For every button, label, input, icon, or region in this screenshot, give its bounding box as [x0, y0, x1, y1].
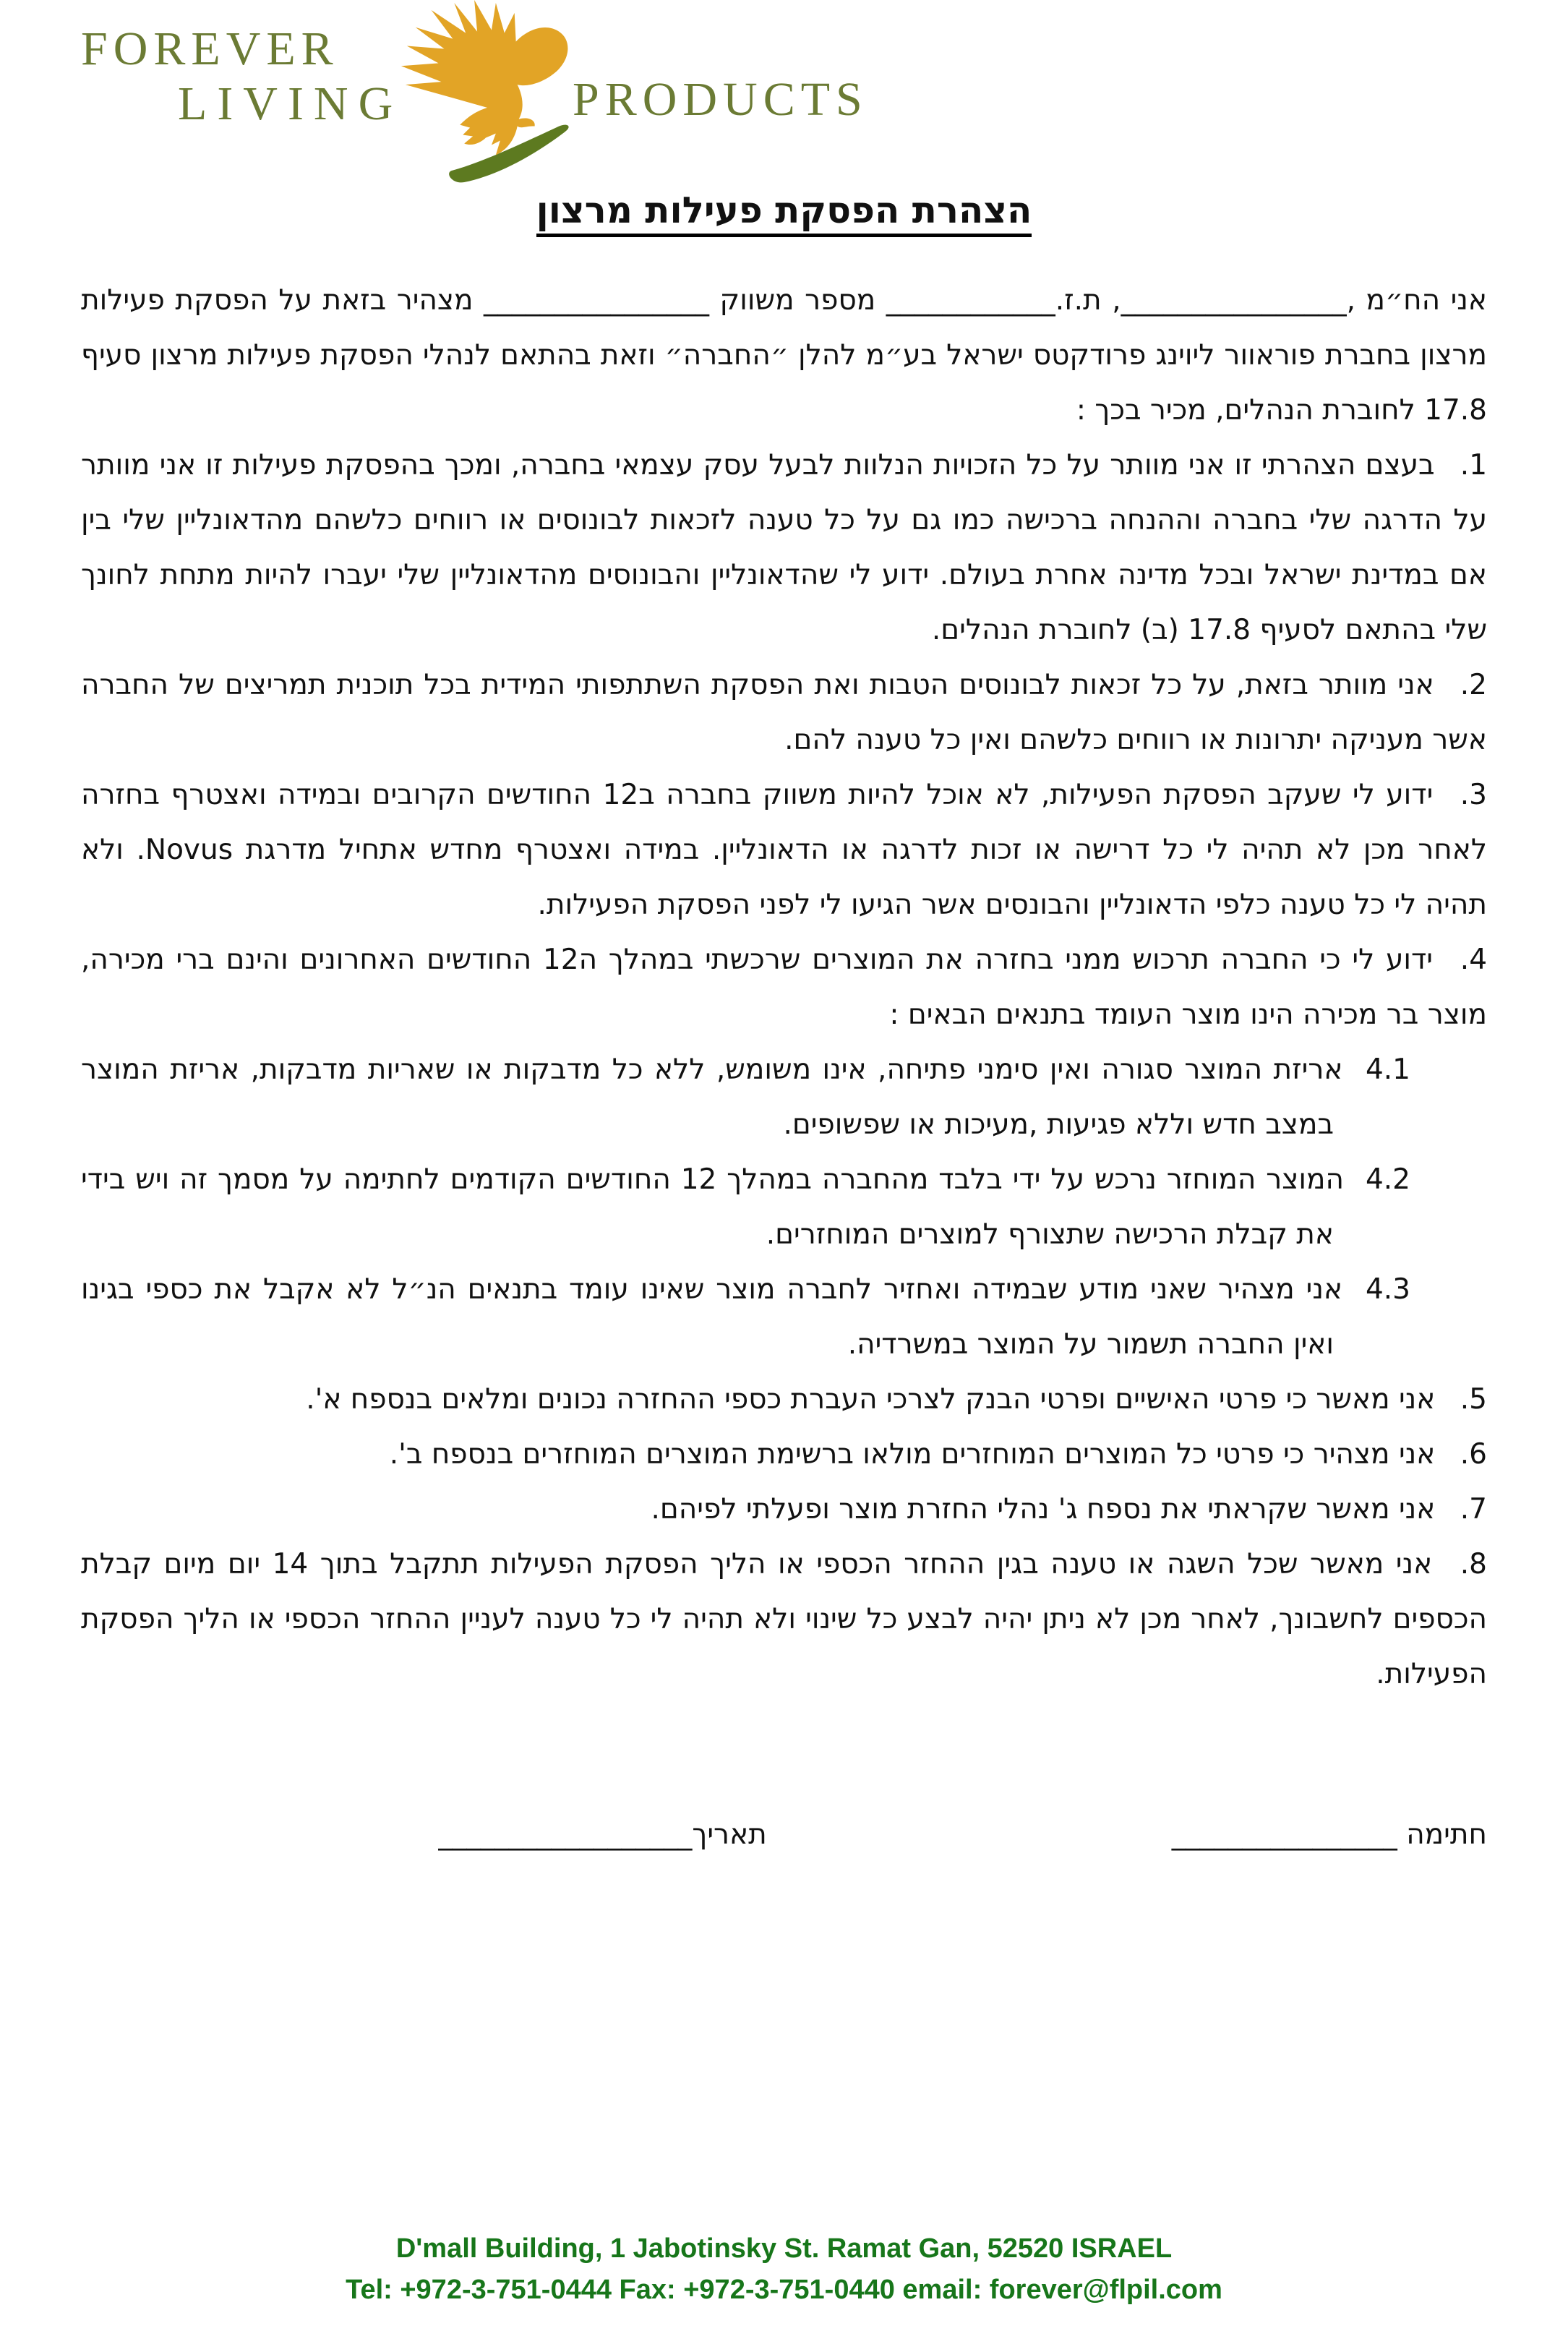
footer-contact: Tel: +972-3-751-0444 Fax: +972-3-751-0440 email: forever@flpil.com: [346, 2275, 1222, 2305]
logo-text-living: LIVING: [178, 77, 403, 130]
document-title: הצהרת הפסקת פעילות מרצון: [536, 189, 1032, 237]
date-blank-line[interactable]: __________________: [438, 1818, 693, 1851]
list-item-7: [81, 1482, 1487, 1537]
list-item-2: [81, 658, 1487, 768]
item-number: 1.: [1460, 449, 1488, 482]
title-row: [0, 189, 1568, 237]
list-item-3: [81, 768, 1487, 933]
signature-row: [81, 1808, 1487, 1862]
signature-blank-line[interactable]: ________________: [1171, 1818, 1397, 1851]
sub-item-text: אני מצהיר שאני מודע שבמידה ואחזיר לחברה מוצר שאינו עומד בתנאים הנ״ל לא אקבל את כספי בגינו ואין החברה תשמור על המוצר במשרדיה.: [81, 1273, 1343, 1361]
sub-item-number: 4.1: [1365, 1053, 1410, 1086]
intro-paragraph: אני הח״מ ,________________, ת.ז.____________ מספר משווק ________________ מצהיר בזאת על הפסקת פעילות מרצון בחברת פוראוור ליוינג פרודקטס ישראל בע״מ להלן ״החברה״ וזאת בהתאם לנהלי הפסקת פעילות מרצון סעיף 17.8 לחוברת הנהלים, מכיר בכך :: [81, 284, 1487, 427]
item-number: 8.: [1460, 1548, 1487, 1581]
item-number: 6.: [1460, 1438, 1487, 1471]
item-number: 4.: [1460, 944, 1488, 976]
item-text: בעצם הצהרתי זו אני מוותר על כל הזכויות הנלוות לבעל עסק עצמאי בחברה, ומכך בהפסקת פעילות זו אני מוותר על הדרגה שלי בחברה וההנחה ברכישה כמו גם על כל טענה לזכאות לבונוסים או רווחים כלשהם מהדאונליין שלי בין אם במדינת ישראל ובכל מדינה אחרת בעולם. ידוע לי שהדאונליין והבונוסים מהדאונליין שלי יעברו להיות מתחת לחונך שלי בהתאם לסעיף 17.8 (ב) לחוברת הנהלים.: [81, 449, 1487, 646]
item-text: אני מצהיר כי פרטי כל המוצרים המוחזרים מולאו ברשימת המוצרים המוחזרים בנספח ב'.: [389, 1438, 1436, 1471]
list-item-6: [81, 1427, 1487, 1482]
item-number: 3.: [1460, 779, 1487, 811]
item-text: ידוע לי שעקב הפסקת הפעילות, לא אוכל להיות משווק בחברה ב12 החודשים הקרובים ובמידה ואצטרף בחזרה לאחר מכן לא תהיה לי כל דרישה או זכות לדרגה או הדאונליין. במידה ואצטרף מחדש אתחיל מדרגת Novus. ולא תהיה לי כל טענה כלפי הדאונליין והבונסים אשר הגיעו לי לפני הפסקת הפעילות.: [81, 779, 1488, 921]
item-number: 2.: [1460, 669, 1487, 701]
footer-address: D'mall Building, 1 Jabotinsky St. Ramat Gan, 52520 ISRAEL: [395, 2233, 1173, 2264]
date-label: תאריך: [692, 1818, 767, 1851]
company-footer: [0, 2228, 1568, 2311]
sub-item-text: אריזת המוצר סגורה ואין סימני פתיחה, אינו משומש, ללא כל מדבקות או שאריות מדבקות, אריזת המוצר במצב חדש וללא פגיעות ,מעיכות או שפשופים.: [81, 1053, 1343, 1141]
item-text: אני מאשר שקראתי את נספח ג' נהלי החזרת מוצר ופעלתי לפיהם.: [651, 1493, 1436, 1526]
item-text: ידוע לי כי החברה תרכוש ממני בחזרה את המוצרים שרכשתי במהלך ה12 החודשים האחרונים והינם ברי מכירה, מוצר בר מכירה הינו מוצר העומד בתנאים הבאים :: [81, 944, 1487, 1031]
item-number: 5.: [1460, 1383, 1487, 1416]
item-text: אני מאשר שכל השגה או טענה בגין ההחזר הכספי או הליך הפסקת הפעילות תתקבל בתוך 14 יום מיום קבלת הכספים לחשבונך, לאחר מכן לא ניתן יהיה לבצע כל שינוי ולא תהיה לי כל טענה לעניין ההחזר הכספי או הליך הפסקת הפעילות.: [81, 1548, 1487, 1690]
sub-item-number: 4.2: [1365, 1163, 1410, 1196]
list-item-8: [81, 1537, 1487, 1702]
sub-item-4-3: [81, 1262, 1487, 1372]
sub-item-4-2: [81, 1152, 1487, 1262]
signature-label: חתימה: [1406, 1818, 1487, 1851]
eagle-logo-icon: [394, 0, 576, 187]
logo-text-forever: FOREVER: [81, 22, 339, 75]
company-logo: [0, 0, 1568, 187]
list-item-5: [81, 1372, 1487, 1427]
sub-item-number: 4.3: [1365, 1273, 1410, 1306]
item-text: אני מאשר כי פרטי האישיים ופרטי הבנק לצרכי העברת כספי ההחזרה נכונים ומלאים בנספח א'.: [306, 1383, 1436, 1416]
item-number: 7.: [1460, 1493, 1487, 1526]
date-field: [438, 1808, 766, 1862]
sub-item-text: המוצר המוחזר נרכש על ידי בלבד מהחברה במהלך 12 החודשים הקודמים לחתימה על מסמך זה ויש בידי את קבלת הרכישה שתצורף למוצרים המוחזרים.: [81, 1163, 1345, 1251]
sub-item-4-1: [81, 1043, 1487, 1152]
list-item-1: [81, 438, 1487, 658]
document-body: [0, 273, 1568, 1862]
list-item-4: [81, 933, 1487, 1043]
signature-field: [1172, 1808, 1487, 1862]
logo-text-products: PRODUCTS: [573, 73, 868, 126]
item-text: אני מוותר בזאת, על כל זכאות לבונוסים הטבות ואת הפסקת השתתפותי המידית בכל תוכנית תמריצים של החברה אשר מעניקה יתרונות או רווחים כלשהם ואין כל טענה להם.: [81, 669, 1487, 756]
